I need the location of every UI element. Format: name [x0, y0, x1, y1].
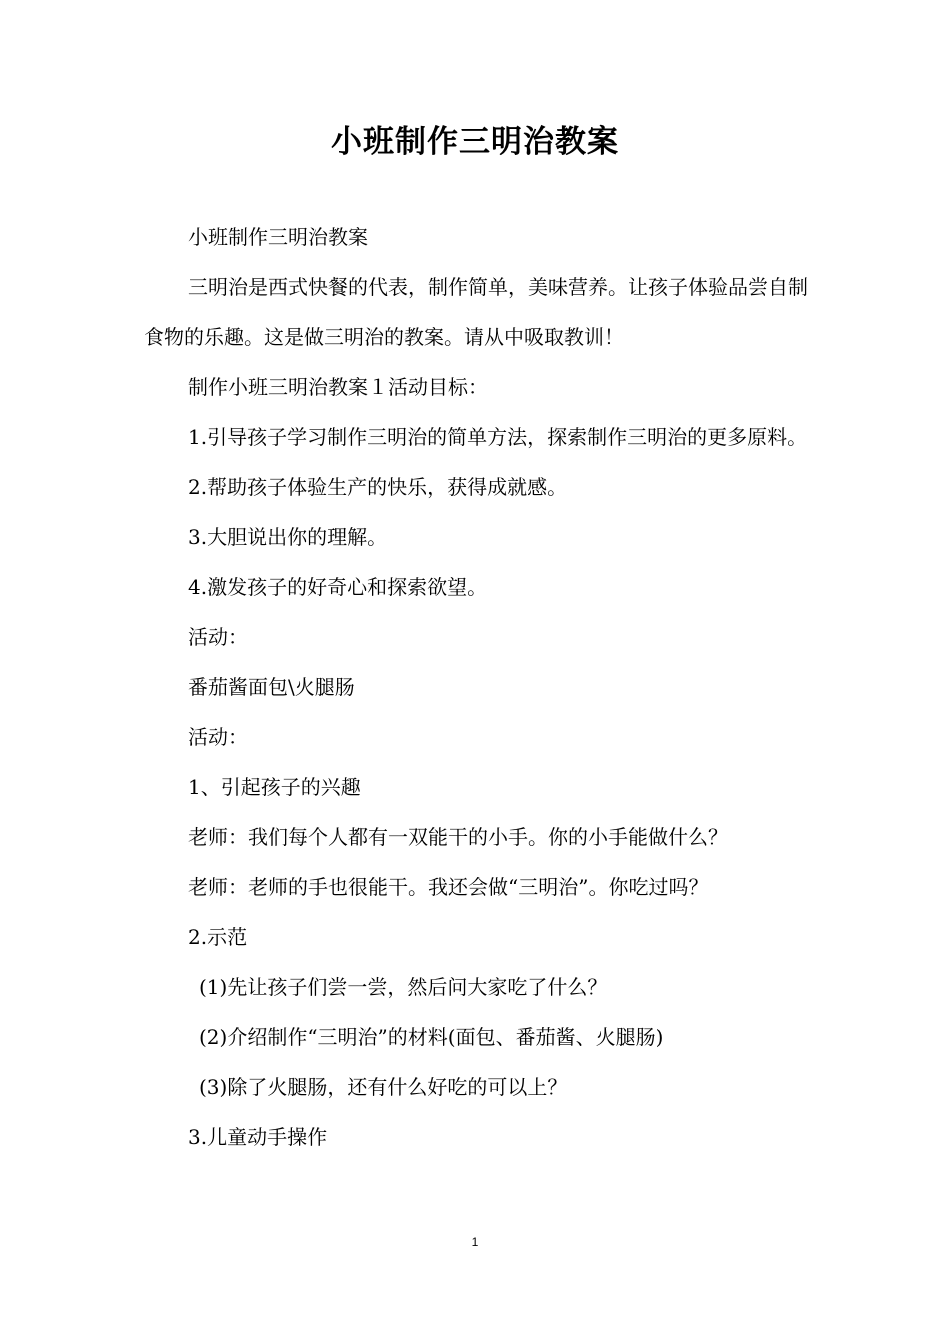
- document-body: [144, 212, 824, 1162]
- paragraph: 番茄酱面包\火腿肠: [188, 675, 355, 699]
- paragraph: 2.帮助孩子体验生产的快乐，获得成就感。: [188, 475, 568, 499]
- paragraph: 活动：: [188, 725, 248, 749]
- paragraph: (3)除了火腿肠，还有什么好吃的可以上？: [199, 1075, 568, 1099]
- paragraph: (1)先让孩子们尝一尝，然后问大家吃了什么？: [199, 975, 608, 999]
- paragraph: 小班制作三明治教案: [188, 225, 368, 249]
- paragraph: 1、引起孩子的兴趣: [188, 775, 361, 799]
- paragraph: (2)介绍制作“三明治”的材料(面包、番茄酱、火腿肠): [199, 1025, 664, 1049]
- paragraph: 1.引导孩子学习制作三明治的简单方法，探索制作三明治的更多原料。: [188, 425, 808, 449]
- paragraph: 活动：: [188, 625, 248, 649]
- paragraph: 3.大胆说出你的理解。: [188, 525, 388, 549]
- paragraph: 4.激发孩子的好奇心和探索欲望。: [188, 575, 488, 599]
- paragraph: 制作小班三明治教案１活动目标：: [188, 375, 488, 399]
- paragraph: 3.儿童动手操作: [188, 1125, 328, 1149]
- paragraph: 2.示范: [188, 925, 248, 949]
- document-title: 小班制作三明治教案: [331, 124, 619, 160]
- paragraph: 老师：我们每个人都有一双能干的小手。你的小手能做什么？: [188, 825, 728, 849]
- paragraph: 老师：老师的手也很能干。我还会做“三明治”。你吃过吗？: [188, 875, 709, 899]
- page-number: 1: [471, 1235, 479, 1249]
- paragraph: 三明治是西式快餐的代表，制作简单，美味营养。让孩子体验品尝自制食物的乐趣。这是做三明治的教案。请从中吸取教训！: [144, 275, 808, 349]
